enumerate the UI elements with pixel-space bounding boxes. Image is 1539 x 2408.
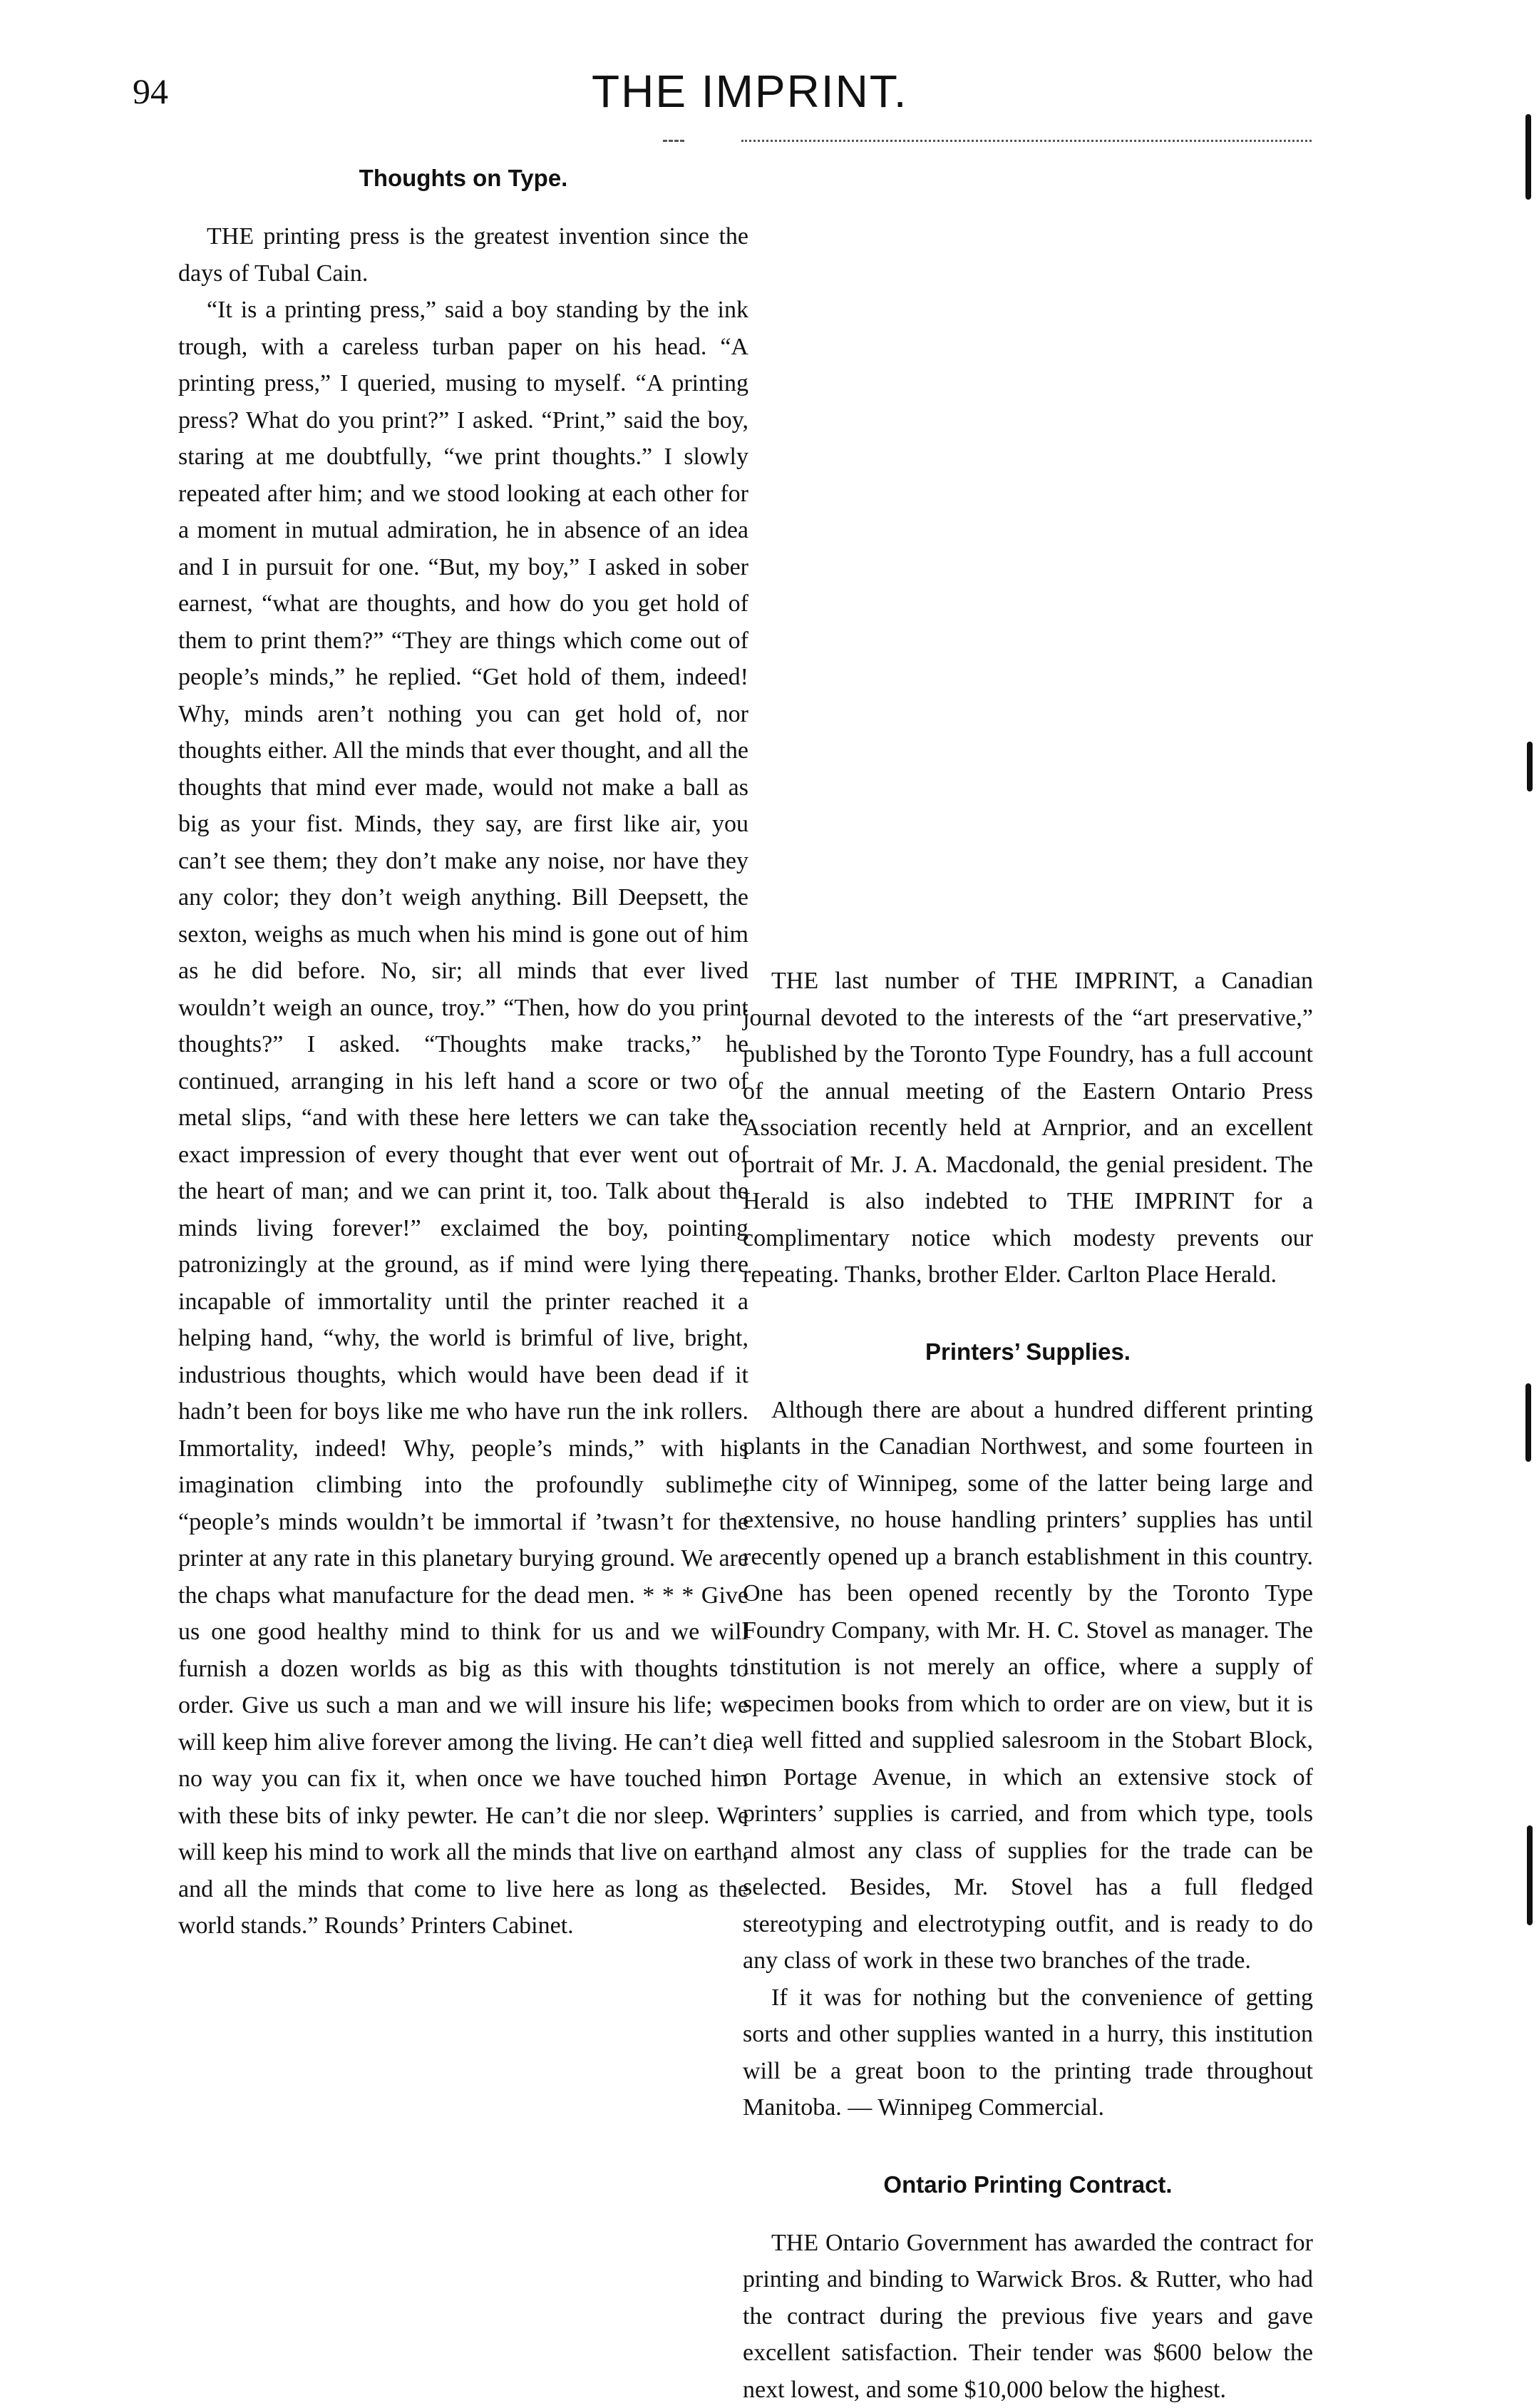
masthead-title: THE IMPRINT. (592, 66, 908, 117)
header-rule-left (663, 140, 684, 142)
article-paragraph: If it was for nothing but the convenience of getting sorts and other supplies wanted in a hurry, this institution will be a great boon to the printing trade throughout Manitoba. — Winnipeg Commercial. (743, 1979, 1313, 2126)
article-title-printers-supplies: Printers’ Supplies. (743, 1331, 1313, 1373)
article-title-thoughts-on-type: Thoughts on Type. (178, 157, 748, 200)
article-paragraph: Although there are about a hundred different printing plants in the Canadian Northwest, and some fourteen in the city of Winnipeg, some of the latter being large and extensive, no house handling printers’ supplies has until recently opened up a branch establishment in this country. One has been opened recently by the Toronto Type Foundry Company, with Mr. H. C. Stovel as manager. The institution is not merely an office, where a supply of specimen books from which to order are on view, but it is a well fitted and supplied salesroom in the Stobart Block, on Portage Avenue, in which an extensive stock of printers’ supplies is carried, and from which type, tools and almost any class of supplies for the trade can be selected. Besides, Mr. Stovel has a full fledged stereotyping and electrotyping outfit, and is ready to do any class of work in these two branches of the trade. (743, 1392, 1313, 1979)
right-column (743, 157, 1313, 2408)
margin-ink-mark (1527, 1825, 1533, 1925)
left-column (178, 157, 748, 1945)
article-paragraph: THE printing press is the greatest invention since the days of Tubal Cain. (178, 218, 748, 292)
margin-ink-mark (1525, 1383, 1531, 1462)
notice-paragraph: THE last number of THE IMPRINT, a Canadian journal devoted to the interests of the “art preservative,” published by the Toronto Type Foundry, has a full account of the annual meeting of the Eastern Ontario Press Association recently held at Arnprior, and an excellent portrait of Mr. J. A. Macdonald, the genial president. The Herald is also indebted to THE IMPRINT for a complimentary notice which modesty prevents our repeating. Thanks, brother Elder. Carlton Place Herald. (743, 963, 1313, 1293)
article-paragraph: “It is a printing press,” said a boy standing by the ink trough, with a careless turban paper on his head. “A printing press,” I queried, musing to myself. “A printing press? What do you print?” I asked. “Print,” said the boy, staring at me doubtfully, “we print thoughts.” I slowly repeated after him; and we stood looking at each other for a moment in mutual admiration, he in absence of an idea and I in pursuit for one. “But, my boy,” I asked in sober earnest, “what are thoughts, and how do you get hold of them to print them?” “They are things which come out of people’s minds,” he replied. “Get hold of them, indeed! Why, minds aren’t nothing you can get hold of, nor thoughts either. All the minds that ever thought, and all the thoughts that mind ever made, would not make a ball as big as your fist. Minds, they say, are first like air, you can’t see them; they don’t make any noise, nor have they any color; they don’t weigh anything. Bill Deepsett, the sexton, weighs as much when his mind is gone out of him as he did before. No, sir; all minds that ever lived wouldn’t weigh an ounce, troy.” “Then, how do you print thoughts?” I asked. “Thoughts make tracks,” he continued, arranging in his left hand a score or two of metal slips, “and with these here letters we can take the exact impression of every thought that ever went out of the heart of man; and we can print it, too. Talk about the minds living forever!” exclaimed the boy, pointing patronizingly at the ground, as if mind were lying there incapable of immortality until the printer reached it a helping hand, “why, the world is brimful of live, bright, industrious thoughts, which would have been dead if it hadn’t been for boys like me who have run the ink rollers. Immortality, indeed! Why, people’s minds,” with his imagination climbing into the profoundly sublime, “people’s minds wouldn’t be immortal if ’twasn’t for the printer at any rate in this planetary burying ground. We are the chaps what manufacture for the dead men. * * * Give us one good healthy mind to think for us and we will furnish a dozen worlds as big as this with thoughts to order. Give us such a man and we will insure his life; we will keep him alive forever among the living. He can’t die, no way you can fix it, when once we have touched him with these bits of inky pewter. He can’t die nor sleep. We will keep his mind to work all the minds that live on earth, and all the minds that come to live here as long as the world stands.” Rounds’ Printers Cabinet. (178, 292, 748, 1945)
article-paragraph: THE Ontario Government has awarded the contract for printing and binding to Warwick Bros. & Rutter, who had the contract during the previous five years and gave excellent satisfaction. Their tender was $600 below the next lowest, and some $10,000 below the highest. (743, 2225, 1313, 2408)
article-title-ontario-printing-contract: Ontario Printing Contract. (743, 2163, 1313, 2206)
header-rule-right (741, 140, 1312, 142)
margin-ink-mark (1527, 742, 1533, 791)
margin-ink-mark (1525, 114, 1531, 200)
page-number: 94 (133, 70, 168, 113)
